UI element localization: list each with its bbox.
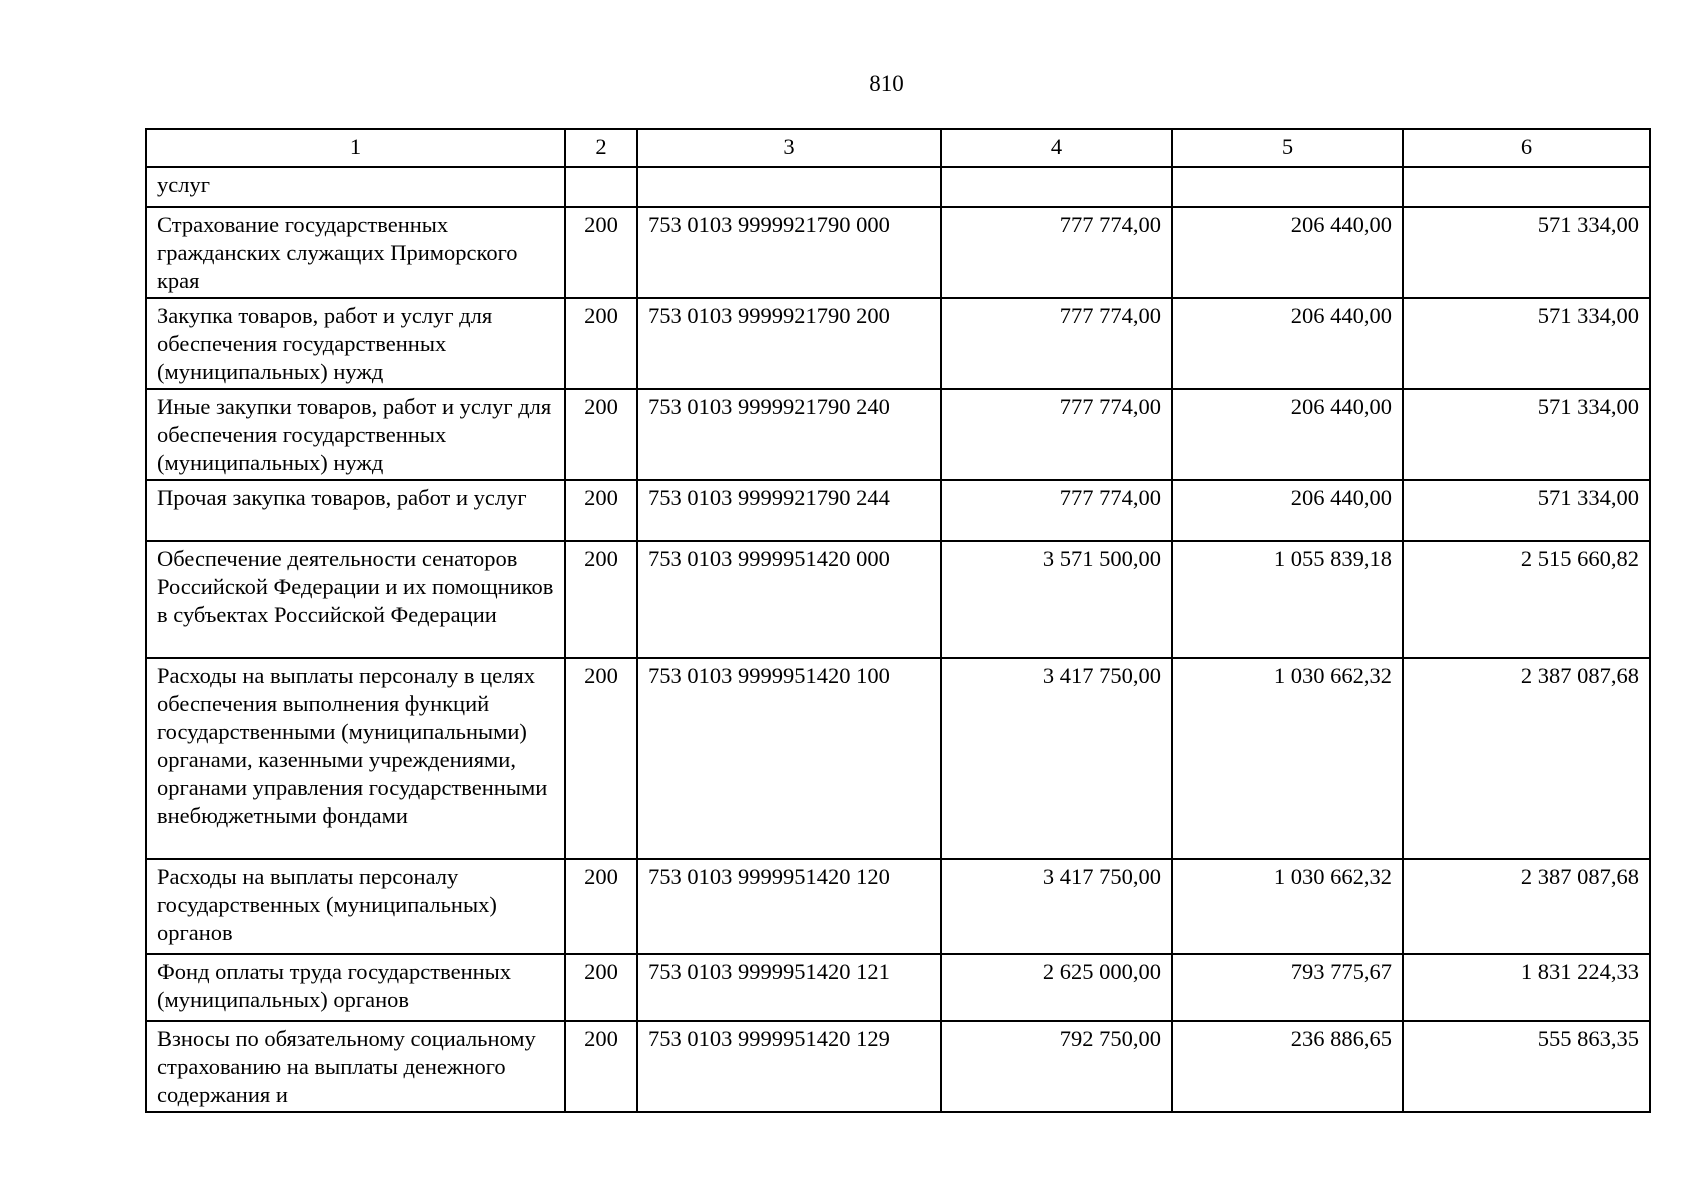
- table-body: [146, 167, 1650, 1112]
- cell-name: услуг: [146, 167, 565, 207]
- table-header: [146, 129, 1650, 167]
- cell-name: Расходы на выплаты персоналу государственных (муниципальных) органов: [146, 859, 565, 954]
- table-row: [146, 167, 1650, 207]
- cell-name: Закупка товаров, работ и услуг для обеспечения государственных (муниципальных) нужд: [146, 298, 565, 389]
- cell-col6: 555 863,35: [1403, 1021, 1650, 1112]
- cell-col6: 571 334,00: [1403, 207, 1650, 298]
- cell-code: [565, 167, 637, 207]
- table-row: [146, 541, 1650, 658]
- cell-col5: 1 030 662,32: [1172, 658, 1403, 859]
- cell-code: 200: [565, 1021, 637, 1112]
- column-header-5: 5: [1172, 129, 1403, 167]
- cell-name: Фонд оплаты труда государственных (муниципальных) органов: [146, 954, 565, 1021]
- cell-code: 200: [565, 658, 637, 859]
- cell-col4: 777 774,00: [941, 207, 1172, 298]
- cell-col4: 777 774,00: [941, 389, 1172, 480]
- cell-kbk: 753 0103 9999921790 240: [637, 389, 941, 480]
- budget-table: [145, 128, 1651, 1113]
- column-header-3: 3: [637, 129, 941, 167]
- cell-col5: 206 440,00: [1172, 298, 1403, 389]
- column-header-1: 1: [146, 129, 565, 167]
- cell-name: Обеспечение деятельности сенаторов Российской Федерации и их помощников в субъектах Российской Федерации: [146, 541, 565, 658]
- cell-col6: 2 515 660,82: [1403, 541, 1650, 658]
- cell-col4: 3 417 750,00: [941, 658, 1172, 859]
- cell-col6: 571 334,00: [1403, 480, 1650, 541]
- table-row: [146, 658, 1650, 859]
- cell-col6: 1 831 224,33: [1403, 954, 1650, 1021]
- cell-name: Взносы по обязательному социальному страхованию на выплаты денежного содержания и: [146, 1021, 565, 1112]
- cell-col5: 206 440,00: [1172, 480, 1403, 541]
- cell-code: 200: [565, 389, 637, 480]
- cell-kbk: 753 0103 9999921790 000: [637, 207, 941, 298]
- cell-col4: 3 571 500,00: [941, 541, 1172, 658]
- cell-name: Иные закупки товаров, работ и услуг для обеспечения государственных (муниципальных) нужд: [146, 389, 565, 480]
- cell-col5: 206 440,00: [1172, 389, 1403, 480]
- cell-col5: 236 886,65: [1172, 1021, 1403, 1112]
- cell-col6: [1403, 167, 1650, 207]
- cell-col6: 571 334,00: [1403, 298, 1650, 389]
- cell-col5: 1 055 839,18: [1172, 541, 1403, 658]
- cell-kbk: 753 0103 9999951420 120: [637, 859, 941, 954]
- cell-kbk: 753 0103 9999951420 121: [637, 954, 941, 1021]
- table-row: [146, 954, 1650, 1021]
- cell-code: 200: [565, 859, 637, 954]
- column-header-4: 4: [941, 129, 1172, 167]
- table-row: [146, 207, 1650, 298]
- cell-kbk: [637, 167, 941, 207]
- cell-name: Страхование государственных гражданских служащих Приморского края: [146, 207, 565, 298]
- page-number: 810: [869, 71, 904, 96]
- cell-kbk: 753 0103 9999951420 129: [637, 1021, 941, 1112]
- column-header-6: 6: [1403, 129, 1650, 167]
- cell-col5: 1 030 662,32: [1172, 859, 1403, 954]
- column-header-2: 2: [565, 129, 637, 167]
- table-row: [146, 480, 1650, 541]
- cell-col4: [941, 167, 1172, 207]
- cell-code: 200: [565, 480, 637, 541]
- cell-col5: 206 440,00: [1172, 207, 1403, 298]
- table-row: [146, 389, 1650, 480]
- cell-code: 200: [565, 298, 637, 389]
- cell-kbk: 753 0103 9999921790 200: [637, 298, 941, 389]
- cell-code: 200: [565, 541, 637, 658]
- cell-col5: 793 775,67: [1172, 954, 1403, 1021]
- table-row: [146, 859, 1650, 954]
- table-row: [146, 1021, 1650, 1112]
- cell-col4: 777 774,00: [941, 298, 1172, 389]
- cell-code: 200: [565, 954, 637, 1021]
- cell-col6: 2 387 087,68: [1403, 859, 1650, 954]
- cell-col6: 571 334,00: [1403, 389, 1650, 480]
- cell-col4: 777 774,00: [941, 480, 1172, 541]
- cell-code: 200: [565, 207, 637, 298]
- cell-kbk: 753 0103 9999921790 244: [637, 480, 941, 541]
- cell-name: Прочая закупка товаров, работ и услуг: [146, 480, 565, 541]
- cell-col4: 792 750,00: [941, 1021, 1172, 1112]
- cell-col4: 2 625 000,00: [941, 954, 1172, 1021]
- cell-col4: 3 417 750,00: [941, 859, 1172, 954]
- header-row: [146, 129, 1650, 167]
- cell-name: Расходы на выплаты персоналу в целях обеспечения выполнения функций государственными (муниципальными) органами, казенными учреждениями, органами управления государственными внебюджетными фондами: [146, 658, 565, 859]
- table-row: [146, 298, 1650, 389]
- cell-kbk: 753 0103 9999951420 100: [637, 658, 941, 859]
- cell-col5: [1172, 167, 1403, 207]
- cell-kbk: 753 0103 9999951420 000: [637, 541, 941, 658]
- cell-col6: 2 387 087,68: [1403, 658, 1650, 859]
